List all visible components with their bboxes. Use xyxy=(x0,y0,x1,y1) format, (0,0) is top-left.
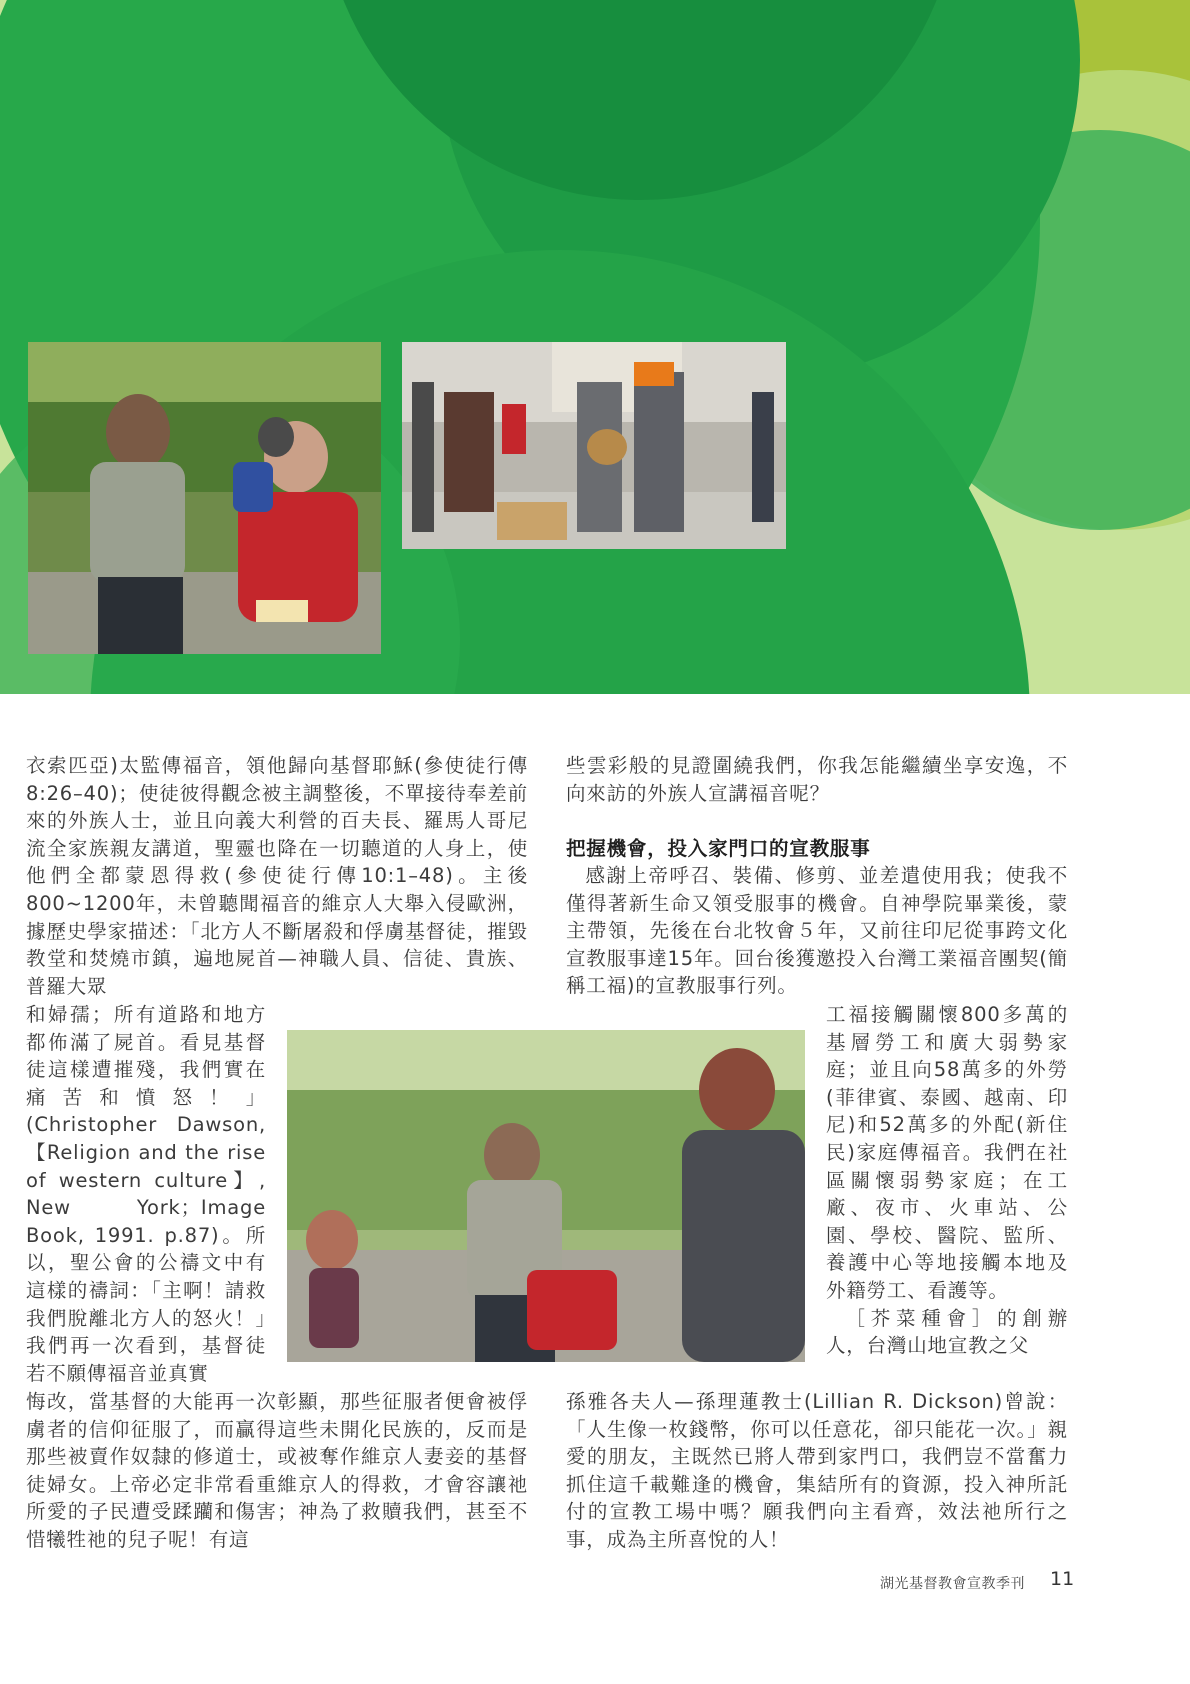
photo-icon xyxy=(402,342,786,549)
photo-two-men-park xyxy=(28,342,381,654)
publication-name: 湖光基督教會宣教季刊 xyxy=(880,1576,1025,1592)
photo-park-playground-conversation xyxy=(287,1030,805,1362)
photo-icon xyxy=(287,1030,805,1362)
right-column-bottom-text: 孫雅各夫人—孫理蓮教士(Lillian R. Dickson)曾說：「人生像一枚錢幣，你可以任意花，卻只能花一次。」親愛的朋友，主既然已將人帶到家門口，我們豈不當奮力抓住這千載難逢的機會，集結所有的資源，投入神所託付的宣教工場中嗎？願我們向主看齊，效法祂所行之事，成為主所喜悅的人！ xyxy=(566,1390,1068,1551)
page-number: 11 xyxy=(1050,1568,1075,1590)
right-column-narrow-text: 工福接觸關懷800多萬的基層勞工和廣大弱勢家庭；並且向58萬多的外勞(菲律賓、泰國、越南、印尼)和52萬多的外配(新住民)家庭傳福音。我們在社區關懷弱勢家庭；在工廠、夜市、火車站、公園、學校、醫院、監所、養護中心等地接觸本地及外籍勞工、看護等。 ［芥菜種會］的創辦人，台灣山地宣教之父 xyxy=(826,1003,1068,1358)
right-column-mid-text: 感謝上帝呼召、裝備、修剪、並差遣使用我；使我不僅得著新生命又領受服事的機會。自神學院畢業後，蒙主帶領，先後在台北牧會５年，又前往印尼從事跨文化宣教服事達15年。回台後獲邀投入台灣工業福音團契(簡稱工福)的宣教服事行列。 xyxy=(566,864,1068,998)
section-heading: 把握機會，投入家門口的宣教服事 xyxy=(566,837,871,860)
left-column-narrow-text: 和婦孺；所有道路和地方都佈滿了屍首。看見基督徒這樣遭摧殘，我們實在痛苦和憤怒！」(Christopher Dawson,【Religion and the rise of western culture】, New York；Image Book, 1991. p.87)。所以，聖公會的公禱文中有這樣的禱詞：「主啊！請救我們脫離北方人的怒火！」我們再一次看到，基督徒若不願傳福音並真實 xyxy=(26,1003,266,1385)
photo-street-singing-guitar xyxy=(402,342,786,549)
left-column-bottom-text: 悔改，當基督的大能再一次彰顯，那些征服者便會被俘虜者的信仰征服了，而贏得這些未開化民族的，反而是那些被賣作奴隸的修道士，或被奪作維京人妻妾的基督徒婦女。上帝必定非常看重維京人的得救，才會容讓祂所愛的子民遭受蹂躪和傷害；神為了救贖我們，甚至不惜犧牲祂的兒子呢！有這 xyxy=(26,1390,528,1551)
left-column-top-text: 衣索匹亞)太監傳福音，領他歸向基督耶穌(參使徒行傳8:26–40)；使徒彼得觀念被主調整後，不單接待奉差前來的外族人士，並且向義大利營的百夫長、羅馬人哥尼流全家族親友講道，聖靈也降在一切聽道的人身上，使他們全都蒙恩得救(參使徒行傳10:1–48)。主後800~1200年，未曾聽聞福音的維京人大舉入侵歐洲，據歷史學家描述：「北方人不斷屠殺和俘虜基督徒，摧毀教堂和焚燒市鎮，遍地屍首—神職人員、信徒、貴族、普羅大眾 xyxy=(26,754,528,998)
right-column-top-text: 些雲彩般的見證圍繞我們，你我怎能繼續坐享安逸，不向來訪的外族人宣講福音呢？ xyxy=(566,754,1068,805)
photo-icon xyxy=(28,342,381,654)
